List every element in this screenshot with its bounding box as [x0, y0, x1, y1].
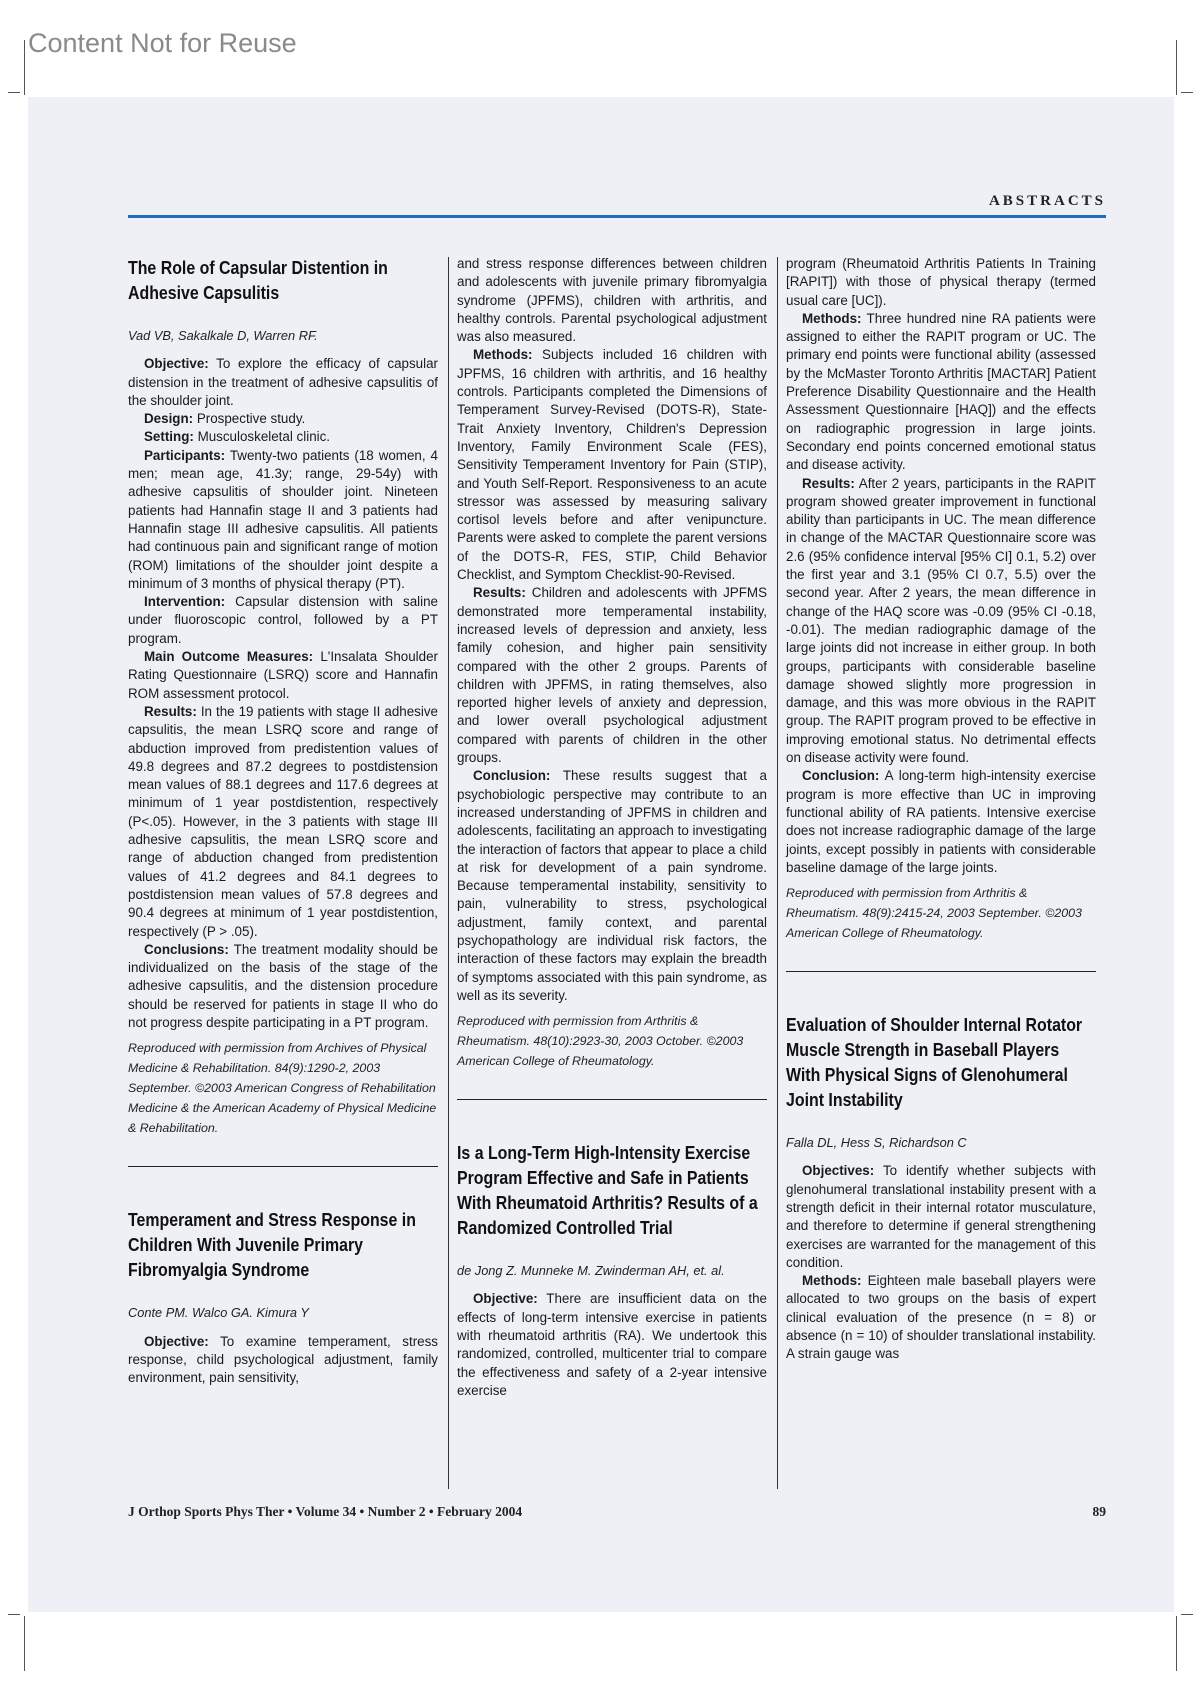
article-authors: Vad VB, Sakalkale D, Warren RF. [128, 328, 318, 343]
section-label: ABSTRACTS [988, 193, 1106, 209]
paragraph-text: L'Insalata Shoulder Rating Questionnaire (LSRQ) score and Hannafin ROM assessment protocol. [128, 649, 439, 701]
column-1 [128, 255, 438, 1387]
paragraph-text: Twenty-two patients (18 women, 4 men; mean age, 41.3y; range, 29-54y) with adhesive capsulitis of shoulder joint. Nineteen patients had Hannafin stage II and 3 patients had Hannafin stage III adhesive capsulitis. All patients had continuous pain and significant range of motion (ROM) limitations of the shoulder joint despite a minimum of 3 months of physical therapy (PT). [128, 447, 438, 591]
crop-mark [8, 1614, 20, 1615]
article-authors: de Jong Z. Munneke M. Zwinderman AH, et. al. [457, 1263, 725, 1279]
paragraph-text: Eighteen male baseball players were allocated to two groups on the basis of expert clinical evaluation of the presence (n = 8) or absence (n = 10) of shoulder translational instability. A strain gauge was [786, 1273, 1096, 1362]
article-authors: Conte PM. Walco GA. Kimura Y [128, 1305, 309, 1321]
article-paragraph [786, 767, 1096, 877]
header-rule [128, 215, 1106, 218]
article-title: Is a Long-Term High-Intensity Exercise Program Effective and Safe in Patients With Rheumatoid Arthritis? Results of a Randomized Controlled Trial [457, 1142, 758, 1239]
article-paragraph [128, 593, 438, 648]
paragraph-label: Results: [144, 703, 197, 719]
article-title: Evaluation of Shoulder Internal Rotator Muscle Strength in Baseball Players With Physical Signs of Glenohumeral Joint Instability [786, 1014, 1083, 1111]
crop-mark [24, 1616, 25, 1671]
article-paragraph [128, 428, 438, 446]
article-paragraph [786, 1162, 1096, 1272]
article-paragraph [128, 447, 438, 593]
article-paragraph [457, 346, 767, 584]
article-body [128, 355, 438, 1032]
paragraph-text: In the 19 patients with stage II adhesive capsulitis, the mean LSRQ score and range of abduction improved from predistention values of 49.8 degrees and 87.2 degrees to postdistension mean values of 88.1 degrees and 117.6 degrees at minimum of 1 year postdistention, respectively (P<.05). However, in the 3 patients with stage III adhesive capsulitis, the mean LSRQ score and range of abduction changed from predistention values of 41.2 degrees and 84.1 degrees to postdistension mean values of 57.8 degrees and 90.4 degrees at minimum of 1 year postdistention, respectively (P > .05). [128, 703, 438, 939]
article-paragraph-continued: program (Rheumatoid Arthritis Patients In Training [RAPIT]) with those of physical therapy (termed usual care [UC]). [786, 256, 1096, 308]
paragraph-text: There are insufficient data on the effects of long-term intensive exercise in patients with rheumatoid arthritis (RA). We undertook this randomized, controlled, multicenter trial to compare the effectiveness and safety of a 2-year intensive exercise [457, 1291, 767, 1398]
column-divider [777, 257, 778, 1489]
paragraph-text: After 2 years, participants in the RAPIT program showed greater improvement in functional ability than participants in UC. The mean difference in change of the MACTAR Questionnaire score was 2.6 (95% confidence interval [95% CI] 0.1, 5.2) over the first year and 3.1 (95% CI 0.7, 5.5) over the second year. After 2 years, the mean difference in change of the HAQ score was -0.09 (95% CI -0.18, -0.01). The median radiographic damage of the large joints did not increase in either group. In both groups, participants with considerable baseline damage showed slightly more progression in damage, and this was more obvious in the RAPIT group. The RAPIT program proved to be effective in improving emotional status. No detrimental effects on disease activity were found. [786, 475, 1096, 766]
paragraph-text: Prospective study. [193, 411, 306, 427]
journal-citation: J Orthop Sports Phys Ther • Volume 34 • Number 2 • February 2004 [128, 1504, 523, 1519]
paragraph-label: Conclusion: [473, 768, 551, 784]
paragraph-text: Three hundred nine RA patients were assigned to either the RAPIT program or UC. The primary end points were functional ability (assessed by the McMaster Toronto Arthritis [MACTAR] Patient Preference Disability Questionnaire and the Health Assessment Questionnaire [HAQ]) and the effects on radiographic progression in large joints. Secondary end points concerned emotional status and disease activity. [786, 310, 1096, 473]
column-3 [786, 255, 1096, 1364]
paragraph-text: To identify whether subjects with glenohumeral translational instability present with a strength deficit in their internal rotator musculature, and therefore to determine if general strengthening exercises are warranted for the management of this condition. [786, 1163, 1096, 1270]
paragraph-label: Conclusions: [144, 941, 229, 957]
paragraph-text: Children and adolescents with JPFMS demonstrated more temperamental instability, increased levels of depression and anxiety, less family cohesion, and higher pain sensitivity compared with the other 2 groups. Parents of children with JPFMS, in rating themselves, also reported higher levels of anxiety and depression, and lower overall psychological adjustment compared with parents of children in the other groups. [457, 585, 767, 766]
article-paragraph [128, 941, 438, 1032]
crop-mark [1181, 92, 1193, 93]
paragraph-label: Setting: [144, 429, 194, 445]
article-paragraph [128, 1333, 438, 1388]
article-paragraph [128, 355, 438, 410]
column-2 [457, 255, 767, 1400]
crop-mark [1176, 1616, 1177, 1671]
article-body [786, 1162, 1096, 1363]
article-body [786, 310, 1096, 877]
paragraph-label: Results: [473, 585, 526, 601]
crop-mark [1181, 1614, 1193, 1615]
article-paragraph [786, 310, 1096, 475]
paragraph-label: Design: [144, 411, 194, 427]
paragraph-label: Conclusion: [802, 768, 880, 784]
paragraph-text: To examine temperament, stress response, child psychological adjustment, family environment, pain sensitivity, [128, 1333, 438, 1386]
article-paragraph [786, 475, 1096, 768]
journal-page [28, 97, 1174, 1612]
article-paragraph [128, 703, 438, 941]
article-body [457, 346, 767, 1005]
paragraph-label: Objective: [473, 1291, 538, 1307]
paragraph-label: Methods: [802, 1273, 862, 1289]
article-title: The Role of Capsular Distention in Adhesive Capsulitis [128, 257, 388, 303]
paragraph-label: Objective: [144, 1333, 209, 1349]
paragraph-text: The treatment modality should be individualized on the basis of the stage of the adhesive capsulitis, and the distension procedure should be reserved for patients in stage II who do not progress despite participating in a PT program. [128, 941, 438, 1030]
article-divider [786, 971, 1096, 972]
article-divider [128, 1166, 438, 1167]
paragraph-label: Methods: [802, 310, 862, 326]
paragraph-label: Methods: [473, 347, 533, 363]
article-paragraph-continued: and stress response differences between children and adolescents with juvenile primary fibromyalgia syndrome (JPFMS), children with arthritis, and healthy controls. Parental psychological adjustment was also measured. [457, 256, 767, 345]
paragraph-text: A long-term high-intensity exercise program is more effective than UC in improving functional ability of RA patients. Intensive exercise does not increase radiographic damage of the large joints, except possibly in patients with considerable baseline damage of the large joints. [786, 768, 1096, 875]
article-paragraph [457, 767, 767, 1005]
article-paragraph [128, 410, 438, 428]
paragraph-label: Objective: [144, 356, 209, 372]
watermark: Content Not for Reuse [28, 28, 297, 58]
paragraph-text: Subjects included 16 children with JPFMS, 16 children with arthritis, and 16 healthy controls. Participants completed the Dimensions of Temperament Survey-Revised (DOTS-R), State-Trait Anxiety Inventory, Children's Depression Inventory, Family Environment Scale (FES), Sensitivity Temperament Inventory for Pain (STIP), and Youth Self-Report. Responsiveness to an acute stressor was assessed by measuring salivary cortisol levels before and after venipuncture. Parents were asked to complete the parent versions of the DOTS-R, FES, STIP, Child Behavior Checklist, and Symptom Checklist-90-Revised. [457, 347, 767, 583]
article-paragraph [457, 584, 767, 767]
paragraph-label: Results: [802, 475, 855, 491]
crop-mark [8, 92, 20, 93]
paragraph-label: Objectives: [802, 1163, 875, 1179]
column-divider [448, 257, 449, 1489]
article-authors: Falla DL, Hess S, Richardson C [786, 1135, 967, 1151]
crop-mark [1176, 40, 1177, 95]
paragraph-text: To explore the efficacy of capsular distension in the treatment of adhesive capsulitis of the shoulder joint. [128, 356, 438, 408]
permission-credit: Reproduced with permission from Arthritis & Rheumatism. 48(9):2415-24, 2003 September. ©2003 American College of Rheumatology. [786, 886, 1082, 941]
crop-mark [24, 40, 25, 95]
article-paragraph [128, 648, 438, 703]
article-paragraph [457, 1290, 767, 1400]
paragraph-label: Participants: [144, 447, 226, 463]
article-title: Temperament and Stress Response in Children With Juvenile Primary Fibromyalgia Syndrome [128, 1209, 416, 1281]
paragraph-label: Main Outcome Measures: [144, 649, 314, 665]
paragraph-label: Intervention: [144, 594, 226, 610]
article-divider [457, 1099, 767, 1100]
permission-credit: Reproduced with permission from Arthritis & Rheumatism. 48(10):2923-30, 2003 October. ©2003 American College of Rheumatology. [457, 1014, 744, 1069]
paragraph-text: Capsular distension with saline under fluoroscopic control, followed by a PT program. [128, 594, 438, 646]
paragraph-text: Musculoskeletal clinic. [193, 429, 331, 445]
article-paragraph [786, 1272, 1096, 1363]
permission-credit: Reproduced with permission from Archives of Physical Medicine & Rehabilitation. 84(9):1290-2, 2003 September. ©2003 American Congress of Rehabilitation Medicine & the American Academy of Physical Medicine & Rehabilitation. [128, 1041, 437, 1136]
paragraph-text: These results suggest that a psychobiologic perspective may contribute to an increased understanding of JPFMS in children and adolescents, facilitating an approach to investigating the interaction of factors that appear to place a child at risk for development of a pain syndrome. Because temperamental instability, sensitivity to pain, vulnerability to stress, psychological adjustment, family context, and parental psychopathology are individual risk factors, the interaction of these factors may explain the breadth of symptoms associated with this pain syndrome, as well as its severity. [457, 768, 767, 1003]
page-number: 89 [1092, 1504, 1106, 1519]
